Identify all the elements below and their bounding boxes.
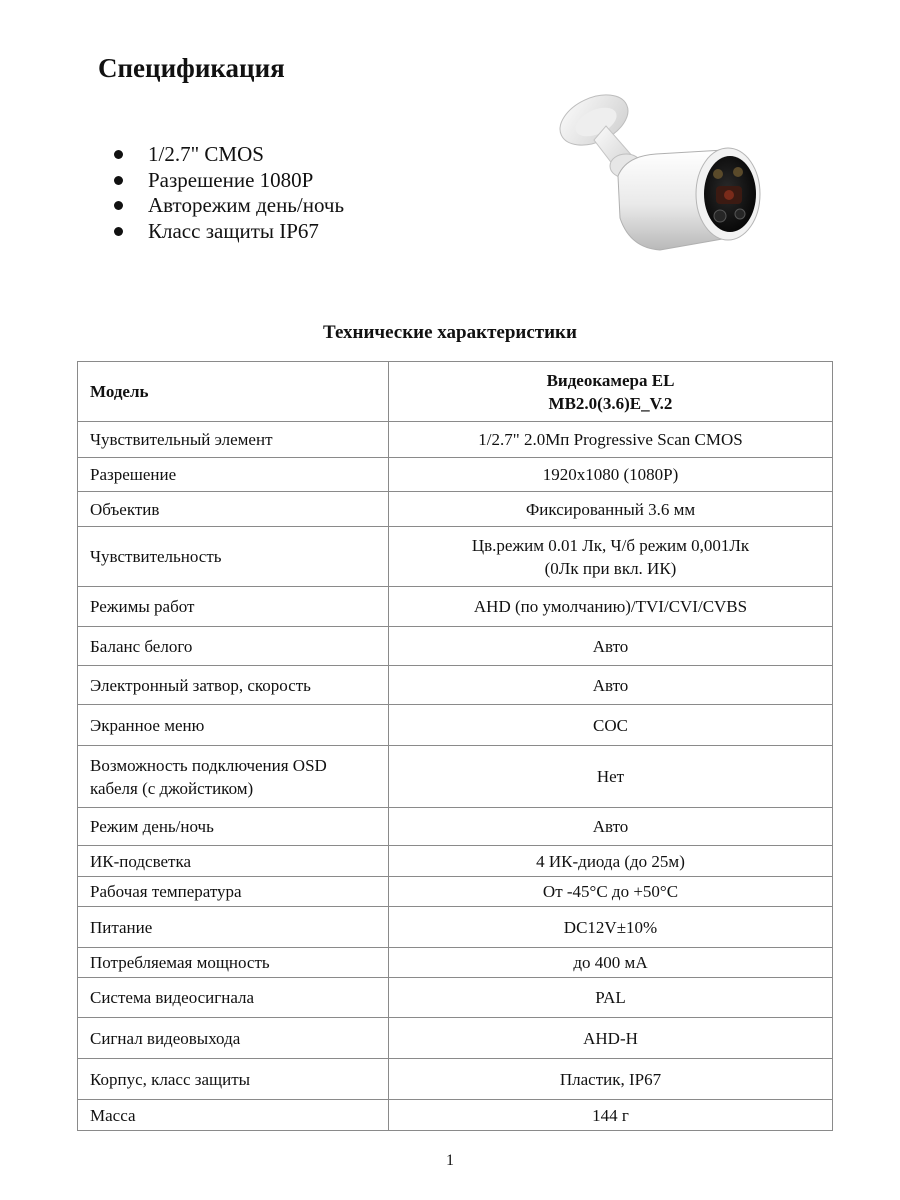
row-value: Авто — [389, 808, 833, 846]
table-row — [78, 587, 833, 627]
row-value: Фиксированный 3.6 мм — [389, 492, 833, 527]
table-row — [78, 1100, 833, 1131]
model-value-line2: MB2.0(3.6)E_V.2 — [548, 393, 673, 413]
table-row — [78, 1018, 833, 1059]
row-label: Объектив — [78, 492, 389, 527]
table-row — [78, 527, 833, 587]
row-value: COC — [389, 705, 833, 746]
feature-item — [110, 219, 344, 245]
row-value: 1/2.7" 2.0Мп Progressive Scan CMOS — [389, 422, 833, 458]
feature-item — [110, 193, 344, 219]
feature-text: Авторежим день/ночь — [148, 193, 345, 217]
table-row — [78, 705, 833, 746]
row-value — [389, 527, 833, 587]
row-label: Разрешение — [78, 458, 389, 492]
row-label: Режимы работ — [78, 587, 389, 627]
row-label: Режим день/ночь — [78, 808, 389, 846]
bullet-icon — [114, 227, 123, 236]
row-value: AHD-H — [389, 1018, 833, 1059]
row-value: AHD (по умолчанию)/TVI/CVI/CVBS — [389, 587, 833, 627]
feature-text: Разрешение 1080P — [148, 167, 314, 192]
row-value: Пластик, IP67 — [389, 1059, 833, 1100]
table-row — [78, 492, 833, 527]
row-value: DC12V±10% — [389, 907, 833, 948]
row-value: Авто — [389, 627, 833, 666]
page-title: Спецификация — [98, 53, 285, 83]
row-label-line1: Возможность подключения OSD — [90, 755, 327, 775]
row-label: Чувствительный элемент — [78, 422, 389, 458]
table-row — [78, 1059, 833, 1100]
row-value-line1: Цв.режим 0.01 Лк, Ч/б режим 0,001Лк — [471, 535, 750, 555]
row-value: Нет — [389, 746, 833, 808]
feature-item — [110, 168, 344, 194]
row-label: Рабочая температура — [78, 877, 389, 907]
bullet-icon — [114, 201, 123, 210]
row-label: Экранное меню — [78, 705, 389, 746]
row-value: 1920x1080 (1080P) — [389, 458, 833, 492]
row-value: 144 г — [389, 1100, 833, 1131]
table-row — [78, 422, 833, 458]
feature-list — [110, 142, 344, 244]
row-value: 4 ИК-диода (до 25м) — [389, 846, 833, 877]
row-value: PAL — [389, 978, 833, 1018]
table-row — [78, 846, 833, 877]
row-label: Корпус, класс защиты — [78, 1059, 389, 1100]
row-label: Масса — [78, 1100, 389, 1131]
table-row — [78, 746, 833, 808]
row-value: От -45°C до +50°C — [389, 877, 833, 907]
camera-image — [548, 88, 778, 268]
row-label: ИК-подсветка — [78, 846, 389, 877]
row-label: Система видеосигнала — [78, 978, 389, 1018]
row-label-line2: кабеля (с джойстиком) — [90, 778, 254, 798]
table-row — [78, 458, 833, 492]
feature-text: Класс защиты IP67 — [148, 218, 319, 243]
page-number: 1 — [446, 1152, 454, 1169]
bullet-icon — [114, 176, 123, 185]
table-row — [78, 808, 833, 846]
row-label: Потребляемая мощность — [78, 948, 389, 978]
table-row — [78, 907, 833, 948]
table-row — [78, 877, 833, 907]
table-header-row — [78, 362, 833, 422]
specs-table — [77, 361, 833, 1131]
model-label: Модель — [78, 362, 389, 422]
row-label: Электронный затвор, скорость — [78, 666, 389, 705]
table-row — [78, 948, 833, 978]
table-row — [78, 666, 833, 705]
row-value: Авто — [389, 666, 833, 705]
row-label: Сигнал видеовыхода — [78, 1018, 389, 1059]
model-value — [389, 362, 833, 422]
model-value-line1: Видеокамера EL — [546, 370, 675, 390]
table-row — [78, 978, 833, 1018]
row-label: Чувствительность — [78, 527, 389, 587]
bullet-icon — [114, 150, 123, 159]
row-label: Питание — [78, 907, 389, 948]
row-label — [78, 746, 389, 808]
feature-item — [110, 142, 344, 168]
table-row — [78, 627, 833, 666]
row-label: Баланс белого — [78, 627, 389, 666]
table-title: Технические характеристики — [323, 322, 577, 343]
row-value-line2: (0Лк при вкл. ИК) — [544, 558, 677, 578]
row-value: до 400 мА — [389, 948, 833, 978]
feature-text: 1/2.7" CMOS — [148, 142, 264, 166]
